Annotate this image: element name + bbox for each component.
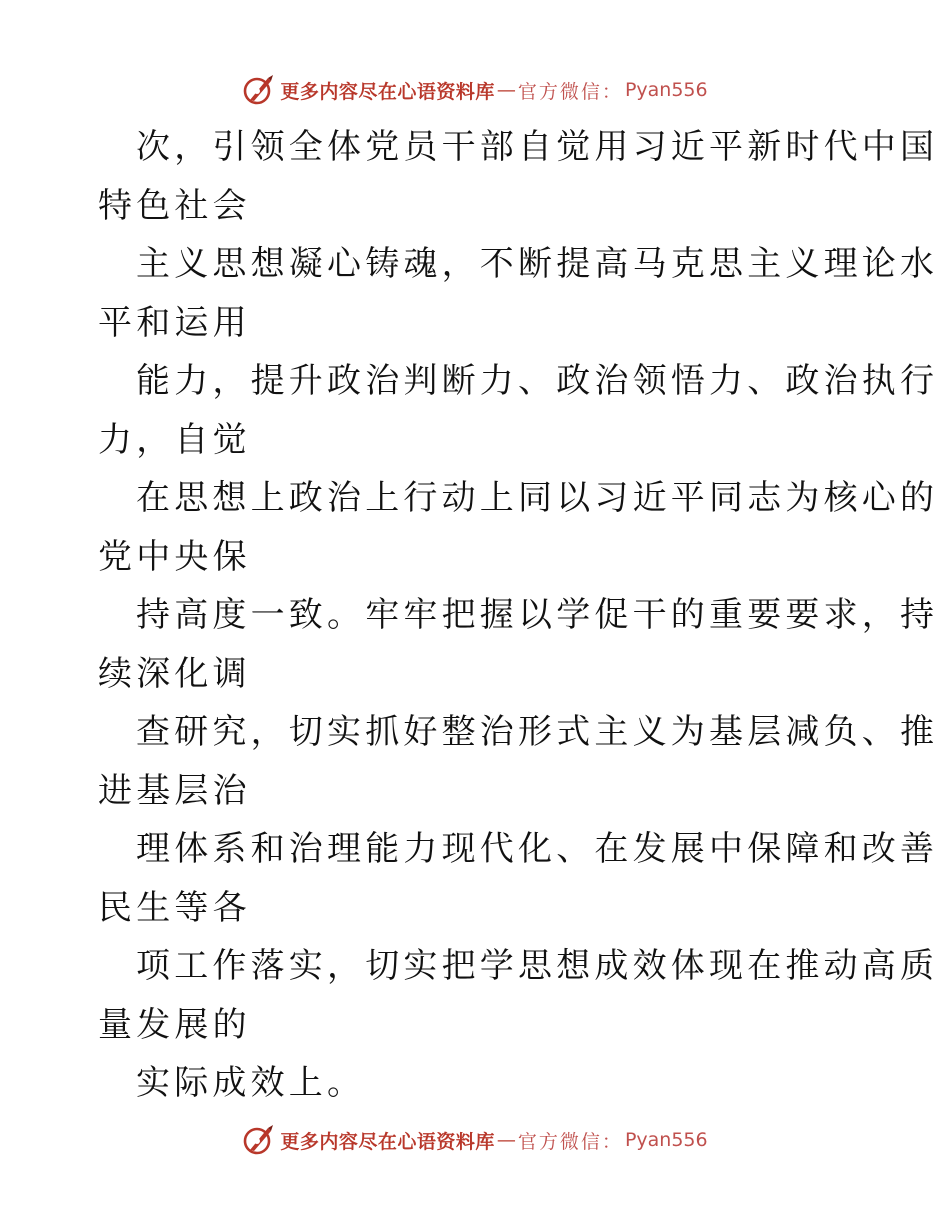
body-line-3: 主义思想凝心铸魂，不断提高马克思主义理论水 <box>136 244 939 284</box>
body-line-10: 续深化调 <box>98 653 251 694</box>
header-wechat-id: Pyan556 <box>624 79 708 101</box>
body-line-11: 查研究，切实抓好整治形式主义为基层减负、推 <box>136 712 939 752</box>
footer-separator: — <box>496 1129 516 1151</box>
header-brand-text: 更多内容尽在心语资料库 <box>280 80 495 103</box>
body-line-16: 量发展的 <box>98 1004 251 1045</box>
body-line-4: 平和运用 <box>98 302 251 343</box>
body-line-8: 党中央保 <box>98 536 251 577</box>
body-line-1: 次，引领全体党员干部自觉用习近平新时代中国 <box>136 127 939 167</box>
footer-brand-text: 更多内容尽在心语资料库 <box>280 1130 495 1153</box>
body-line-6: 力，自觉 <box>98 419 251 460</box>
header-separator: — <box>496 79 516 101</box>
body-line-15: 项工作落实，切实把学思想成效体现在推动高质 <box>136 946 939 986</box>
quill-pen-circle-icon <box>242 1123 276 1157</box>
footer-wechat-id: Pyan556 <box>624 1129 708 1151</box>
header-wechat-label: 官方微信： <box>517 80 623 103</box>
body-line-5: 能力，提升政治判断力、政治领悟力、政治执行 <box>136 361 939 401</box>
body-line-9: 持高度一致。牢牢把握以学促干的重要要求，持 <box>136 595 939 635</box>
footer-wechat-label: 官方微信： <box>517 1130 623 1153</box>
body-line-2: 特色社会 <box>98 185 251 226</box>
body-line-12: 进基层治 <box>98 770 251 811</box>
quill-pen-circle-icon <box>242 73 276 107</box>
header-banner <box>0 72 950 108</box>
body-line-7: 在思想上政治上行动上同以习近平同志为核心的 <box>136 478 939 518</box>
footer-banner <box>0 1122 950 1158</box>
body-line-17: 实际成效上。 <box>136 1063 366 1103</box>
document-body <box>98 118 939 1113</box>
body-line-14: 民生等各 <box>98 887 251 928</box>
body-line-13: 理体系和治理能力现代化、在发展中保障和改善 <box>136 829 939 869</box>
